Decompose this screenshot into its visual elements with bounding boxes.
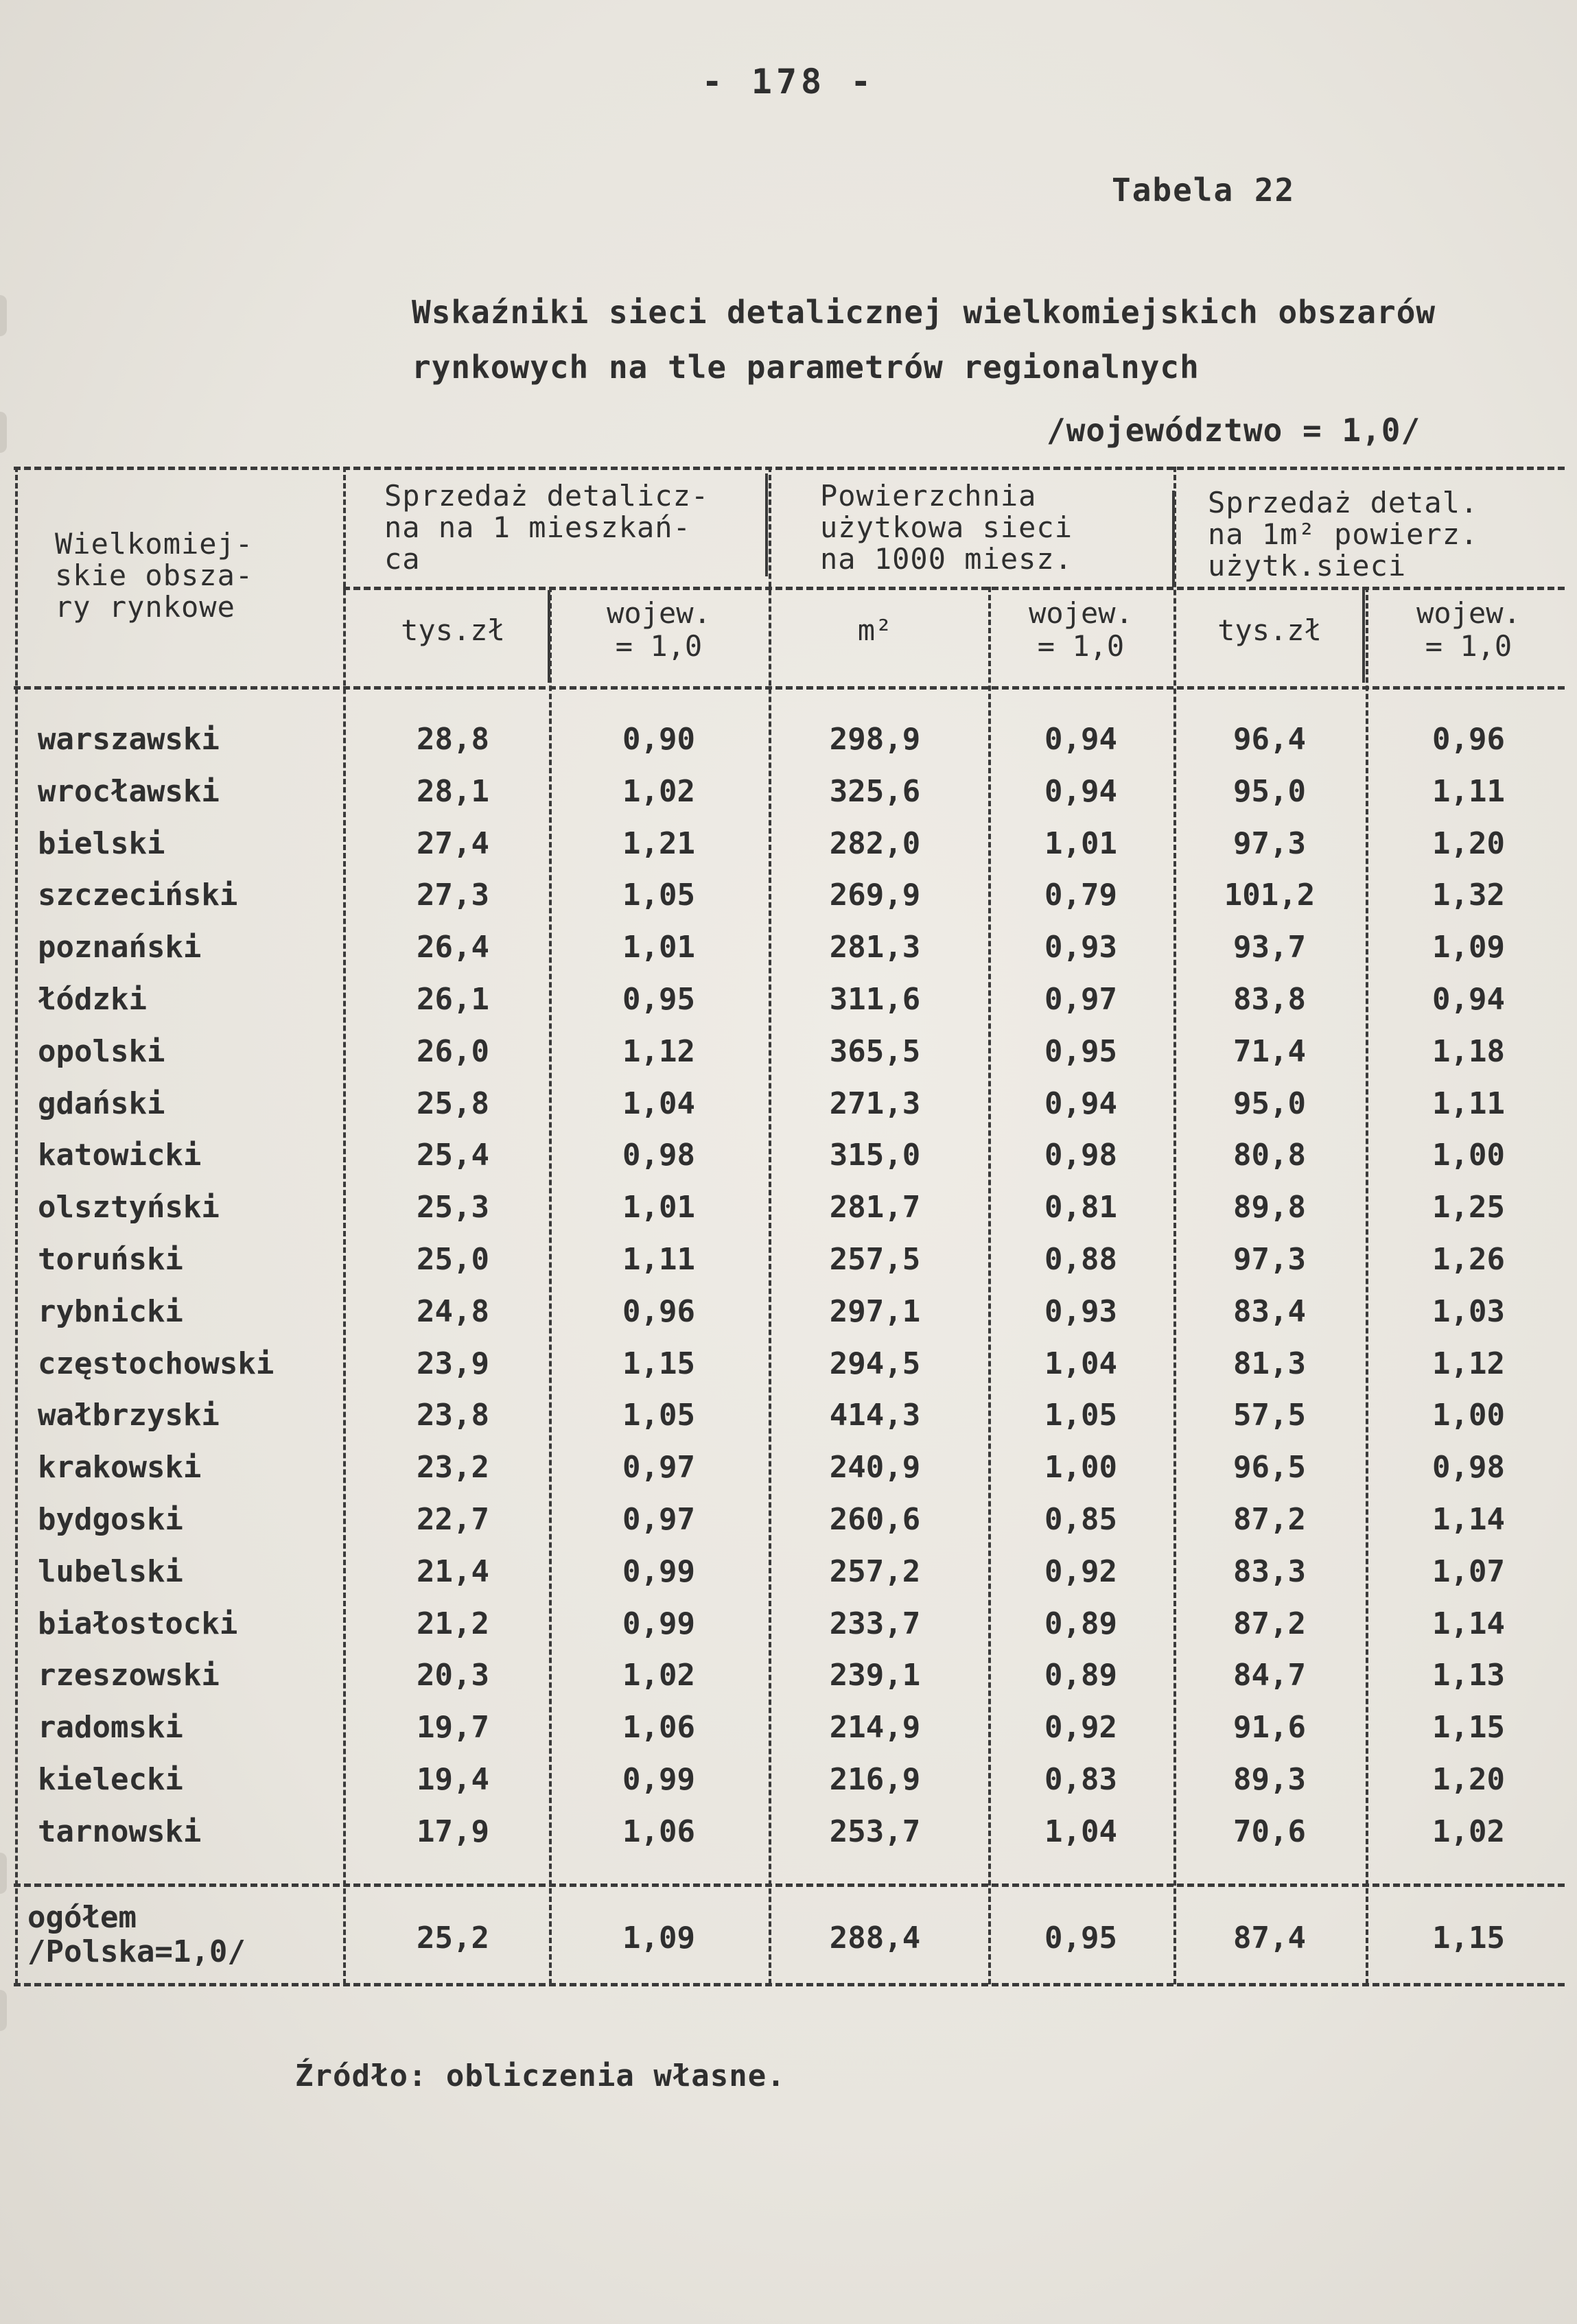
column-divider	[1362, 590, 1365, 683]
total-cell: 1,15	[1432, 1921, 1505, 1956]
row-cell-v5: 57,5	[1233, 1398, 1306, 1433]
row-cell-v3: 253,7	[829, 1814, 921, 1849]
column-divider	[765, 473, 768, 576]
row-cell-v2: 1,11	[622, 1242, 695, 1277]
table-row	[0, 1234, 1577, 1286]
subheader-line: = 1,0	[615, 629, 703, 663]
row-cell-v3: 414,3	[829, 1398, 921, 1433]
row-cell-v5: 96,5	[1233, 1450, 1306, 1486]
table-row	[0, 1650, 1577, 1702]
row-cell-v6: 1,03	[1432, 1293, 1505, 1329]
row-area-name: olsztyński	[38, 1190, 220, 1225]
row-cell-v2: 1,01	[622, 930, 695, 965]
row-cell-v5: 71,4	[1233, 1033, 1306, 1069]
row-cell-v4: 0,81	[1044, 1190, 1117, 1225]
row-cell-v6: 0,96	[1432, 722, 1505, 757]
row-cell-v6: 1,12	[1432, 1346, 1505, 1381]
row-cell-v1: 23,2	[417, 1450, 489, 1486]
row-cell-v5: 89,8	[1233, 1190, 1306, 1225]
row-area-name: rzeszowski	[38, 1658, 220, 1693]
row-cell-v3: 214,9	[829, 1710, 921, 1746]
table-row	[0, 714, 1577, 766]
row-cell-v1: 25,3	[417, 1190, 489, 1225]
header-col1	[55, 528, 329, 623]
row-cell-v6: 1,25	[1432, 1190, 1505, 1225]
page-number: - 178 -	[701, 62, 876, 102]
row-cell-v4: 0,98	[1044, 1138, 1117, 1173]
table-row	[0, 1026, 1577, 1078]
total-cell: 288,4	[829, 1921, 921, 1956]
row-area-name: katowicki	[38, 1138, 202, 1173]
table-row	[0, 1078, 1577, 1130]
row-cell-v6: 1,11	[1432, 773, 1505, 809]
row-cell-v4: 0,79	[1044, 878, 1117, 913]
row-area-name: lubelski	[38, 1553, 183, 1589]
row-cell-v4: 0,85	[1044, 1502, 1117, 1537]
row-cell-v5: 83,3	[1233, 1553, 1306, 1589]
row-cell-v5: 96,4	[1233, 722, 1306, 757]
table-row	[0, 766, 1577, 818]
row-cell-v2: 0,99	[622, 1553, 695, 1589]
row-cell-v4: 1,04	[1044, 1346, 1117, 1381]
row-cell-v1: 26,0	[417, 1033, 489, 1069]
table-row	[0, 922, 1577, 974]
row-cell-v6: 1,02	[1432, 1814, 1505, 1849]
row-cell-v1: 19,4	[417, 1762, 489, 1797]
table-label: Tabela 22	[1112, 172, 1296, 209]
row-area-name: częstochowski	[38, 1346, 274, 1381]
table-bottom-border	[14, 1983, 1565, 1986]
title-line-1: Wskaźniki sieci detalicznej wielkomiejskich obszarów	[412, 294, 1436, 331]
row-area-name: rybnicki	[38, 1293, 183, 1329]
table-note: /województwo = 1,0/	[1047, 412, 1421, 449]
row-cell-v4: 0,89	[1044, 1658, 1117, 1693]
table-row	[0, 869, 1577, 922]
row-cell-v3: 281,3	[829, 930, 921, 965]
row-cell-v6: 1,15	[1432, 1710, 1505, 1746]
row-cell-v4: 0,94	[1044, 773, 1117, 809]
row-area-name: kielecki	[38, 1762, 183, 1797]
row-cell-v6: 0,94	[1432, 982, 1505, 1017]
row-cell-v4: 0,92	[1044, 1710, 1117, 1746]
row-area-name: poznański	[38, 930, 202, 965]
row-cell-v1: 20,3	[417, 1658, 489, 1693]
row-area-name: bydgoski	[38, 1502, 183, 1537]
table-row	[0, 1129, 1577, 1182]
row-cell-v5: 97,3	[1233, 1242, 1306, 1277]
row-cell-v6: 1,11	[1432, 1085, 1505, 1121]
row-cell-v5: 95,0	[1233, 773, 1306, 809]
table-row	[0, 1598, 1577, 1650]
row-cell-v5: 101,2	[1224, 878, 1316, 913]
row-cell-v6: 1,32	[1432, 878, 1505, 913]
row-cell-v6: 1,07	[1432, 1553, 1505, 1589]
row-cell-v2: 1,02	[622, 1658, 695, 1693]
punch-hole-mark	[0, 295, 7, 336]
row-cell-v3: 281,7	[829, 1190, 921, 1225]
row-area-name: wałbrzyski	[38, 1398, 220, 1433]
total-cell: 0,95	[1044, 1921, 1117, 1956]
row-cell-v1: 21,2	[417, 1606, 489, 1641]
row-area-name: toruński	[38, 1242, 183, 1277]
subheader-voivodeship-index	[1369, 597, 1568, 663]
row-area-name: łódzki	[38, 982, 147, 1017]
row-cell-v5: 91,6	[1233, 1710, 1306, 1746]
row-cell-v3: 260,6	[829, 1502, 921, 1537]
row-cell-v1: 24,8	[417, 1293, 489, 1329]
row-cell-v4: 0,94	[1044, 722, 1117, 757]
row-area-name: szczeciński	[38, 878, 238, 913]
row-cell-v5: 81,3	[1233, 1346, 1306, 1381]
title-line-2: rynkowych na tle parametrów regionalnych	[412, 349, 1200, 386]
row-cell-v2: 0,96	[622, 1293, 695, 1329]
row-cell-v3: 240,9	[829, 1450, 921, 1486]
row-cell-v1: 21,4	[417, 1553, 489, 1589]
row-cell-v4: 0,92	[1044, 1553, 1117, 1589]
total-cell: 25,2	[417, 1921, 489, 1956]
row-cell-v2: 1,12	[622, 1033, 695, 1069]
row-cell-v3: 257,5	[829, 1242, 921, 1277]
row-cell-v1: 23,9	[417, 1346, 489, 1381]
row-cell-v6: 1,14	[1432, 1606, 1505, 1641]
row-cell-v3: 311,6	[829, 982, 921, 1017]
row-cell-v3: 233,7	[829, 1606, 921, 1641]
subheader-voivodeship-index	[552, 597, 765, 663]
row-cell-v2: 1,21	[622, 825, 695, 861]
row-cell-v6: 1,18	[1432, 1033, 1505, 1069]
row-area-name: krakowski	[38, 1450, 202, 1486]
row-area-name: gdański	[38, 1085, 165, 1121]
row-cell-v2: 1,05	[622, 1398, 695, 1433]
row-cell-v3: 282,0	[829, 825, 921, 861]
table-top-border	[14, 467, 1565, 470]
row-cell-v6: 1,20	[1432, 1762, 1505, 1797]
table-row	[0, 1286, 1577, 1338]
header-bottom-border	[14, 686, 1565, 690]
table-row	[0, 1806, 1577, 1858]
punch-hole-mark	[0, 1853, 7, 1894]
table-row	[0, 1389, 1577, 1442]
row-cell-v3: 365,5	[829, 1033, 921, 1069]
punch-hole-mark	[0, 412, 7, 453]
row-cell-v4: 0,88	[1044, 1242, 1117, 1277]
row-area-name: radomski	[38, 1710, 183, 1746]
row-cell-v5: 80,8	[1233, 1138, 1306, 1173]
row-cell-v4: 0,83	[1044, 1762, 1117, 1797]
row-cell-v4: 0,89	[1044, 1606, 1117, 1641]
row-cell-v2: 0,99	[622, 1762, 695, 1797]
row-cell-v3: 315,0	[829, 1138, 921, 1173]
total-label-line: /Polska=1,0/	[27, 1934, 246, 1969]
row-cell-v6: 1,26	[1432, 1242, 1505, 1277]
row-cell-v4: 1,04	[1044, 1814, 1117, 1849]
row-cell-v4: 0,93	[1044, 930, 1117, 965]
row-cell-v3: 294,5	[829, 1346, 921, 1381]
total-top-border	[14, 1883, 1565, 1887]
row-cell-v5: 95,0	[1233, 1085, 1306, 1121]
row-cell-v6: 1,09	[1432, 930, 1505, 965]
subheader-line: wojew.	[607, 596, 711, 630]
table-row	[0, 1338, 1577, 1390]
row-cell-v1: 28,1	[417, 773, 489, 809]
subheader-line: wojew.	[1416, 596, 1521, 630]
row-cell-v1: 17,9	[417, 1814, 489, 1849]
total-cell: 87,4	[1233, 1921, 1306, 1956]
row-area-name: wrocławski	[38, 773, 220, 809]
row-area-name: białostocki	[38, 1606, 238, 1641]
table-row	[0, 1442, 1577, 1494]
table-row	[0, 974, 1577, 1026]
row-cell-v4: 0,97	[1044, 982, 1117, 1017]
row-cell-v4: 0,94	[1044, 1085, 1117, 1121]
row-cell-v5: 70,6	[1233, 1814, 1306, 1849]
row-cell-v6: 1,13	[1432, 1658, 1505, 1693]
row-cell-v6: 0,98	[1432, 1450, 1505, 1486]
header-group-floor-area	[820, 480, 1170, 575]
row-cell-v1: 23,8	[417, 1398, 489, 1433]
subheader-voivodeship-index	[988, 597, 1173, 663]
table-row	[0, 1546, 1577, 1598]
row-cell-v1: 25,8	[417, 1085, 489, 1121]
header-group-line: na na 1 mieszkań-	[384, 510, 691, 544]
row-cell-v4: 0,95	[1044, 1033, 1117, 1069]
row-cell-v1: 26,1	[417, 982, 489, 1017]
subheader-line: = 1,0	[1425, 629, 1512, 663]
header-group-divider	[343, 587, 1565, 590]
subheader-square-meters: m²	[857, 613, 893, 647]
column-divider	[1172, 491, 1175, 587]
table-title	[412, 285, 1523, 395]
row-cell-v6: 1,14	[1432, 1502, 1505, 1537]
row-cell-v1: 27,4	[417, 825, 489, 861]
header-col1-line: ry rynkowe	[55, 590, 235, 624]
subheader-thousands-zloty: tys.zł	[1217, 613, 1322, 647]
header-group-line: Sprzedaż detal.	[1208, 486, 1479, 519]
row-cell-v3: 271,3	[829, 1085, 921, 1121]
row-cell-v3: 297,1	[829, 1293, 921, 1329]
row-cell-v4: 0,93	[1044, 1293, 1117, 1329]
row-cell-v2: 1,02	[622, 773, 695, 809]
row-cell-v5: 83,8	[1233, 982, 1306, 1017]
row-cell-v5: 97,3	[1233, 825, 1306, 861]
header-group-line: użytkowa sieci	[820, 510, 1073, 544]
row-cell-v2: 0,99	[622, 1606, 695, 1641]
subheader-line: wojew.	[1029, 596, 1133, 630]
table-row	[0, 1494, 1577, 1546]
header-group-line: użytk.sieci	[1208, 549, 1407, 583]
row-cell-v3: 239,1	[829, 1658, 921, 1693]
row-cell-v6: 1,00	[1432, 1138, 1505, 1173]
row-cell-v1: 28,8	[417, 722, 489, 757]
row-cell-v2: 1,04	[622, 1085, 695, 1121]
row-cell-v2: 0,97	[622, 1450, 695, 1486]
header-col1-line: skie obsza-	[55, 559, 254, 592]
row-cell-v4: 1,01	[1044, 825, 1117, 861]
row-cell-v6: 1,00	[1432, 1398, 1505, 1433]
row-cell-v4: 1,05	[1044, 1398, 1117, 1433]
row-cell-v2: 0,95	[622, 982, 695, 1017]
table-row	[0, 1182, 1577, 1234]
row-cell-v3: 298,9	[829, 722, 921, 757]
total-label	[27, 1901, 246, 1969]
row-cell-v5: 87,2	[1233, 1606, 1306, 1641]
header-col1-line: Wielkomiej-	[55, 527, 254, 561]
row-area-name: warszawski	[38, 722, 220, 757]
subheader-line: = 1,0	[1037, 629, 1125, 663]
row-area-name: bielski	[38, 825, 165, 861]
punch-hole-mark	[0, 1990, 7, 2031]
total-cell: 1,09	[622, 1921, 695, 1956]
table-row	[0, 818, 1577, 870]
row-cell-v2: 1,05	[622, 878, 695, 913]
table-row	[0, 1754, 1577, 1806]
header-group-sales-per-m2	[1208, 487, 1565, 582]
row-area-name: tarnowski	[38, 1814, 202, 1849]
row-cell-v5: 93,7	[1233, 930, 1306, 965]
total-label-line: ogółem	[27, 1900, 137, 1935]
row-cell-v5: 83,4	[1233, 1293, 1306, 1329]
row-cell-v1: 25,4	[417, 1138, 489, 1173]
row-area-name: opolski	[38, 1033, 165, 1069]
row-cell-v5: 89,3	[1233, 1762, 1306, 1797]
header-group-sales-per-capita	[384, 480, 755, 575]
header-group-line: ca	[384, 542, 421, 576]
row-cell-v1: 25,0	[417, 1242, 489, 1277]
row-cell-v1: 22,7	[417, 1502, 489, 1537]
row-cell-v4: 1,00	[1044, 1450, 1117, 1486]
row-cell-v2: 1,06	[622, 1710, 695, 1746]
header-group-line: Sprzedaż detalicz-	[384, 479, 710, 513]
row-cell-v5: 87,2	[1233, 1502, 1306, 1537]
row-cell-v5: 84,7	[1233, 1658, 1306, 1693]
row-cell-v3: 269,9	[829, 878, 921, 913]
header-group-line: na 1m² powierz.	[1208, 517, 1479, 551]
row-cell-v3: 257,2	[829, 1553, 921, 1589]
row-cell-v2: 1,06	[622, 1814, 695, 1849]
row-cell-v2: 1,01	[622, 1190, 695, 1225]
row-cell-v3: 325,6	[829, 773, 921, 809]
source-note: Źródło: obliczenia własne.	[295, 2058, 786, 2093]
table-row	[0, 1702, 1577, 1754]
row-cell-v1: 26,4	[417, 930, 489, 965]
row-cell-v3: 216,9	[829, 1762, 921, 1797]
header-group-line: na 1000 miesz.	[820, 542, 1073, 576]
row-cell-v6: 1,20	[1432, 825, 1505, 861]
row-cell-v2: 1,15	[622, 1346, 695, 1381]
subheader-thousands-zloty: tys.zł	[401, 613, 505, 647]
header-group-line: Powierzchnia	[820, 479, 1037, 513]
row-cell-v2: 0,97	[622, 1502, 695, 1537]
total-row	[0, 1901, 1577, 1976]
row-cell-v2: 0,90	[622, 722, 695, 757]
row-cell-v1: 27,3	[417, 878, 489, 913]
row-cell-v1: 19,7	[417, 1710, 489, 1746]
row-cell-v2: 0,98	[622, 1138, 695, 1173]
